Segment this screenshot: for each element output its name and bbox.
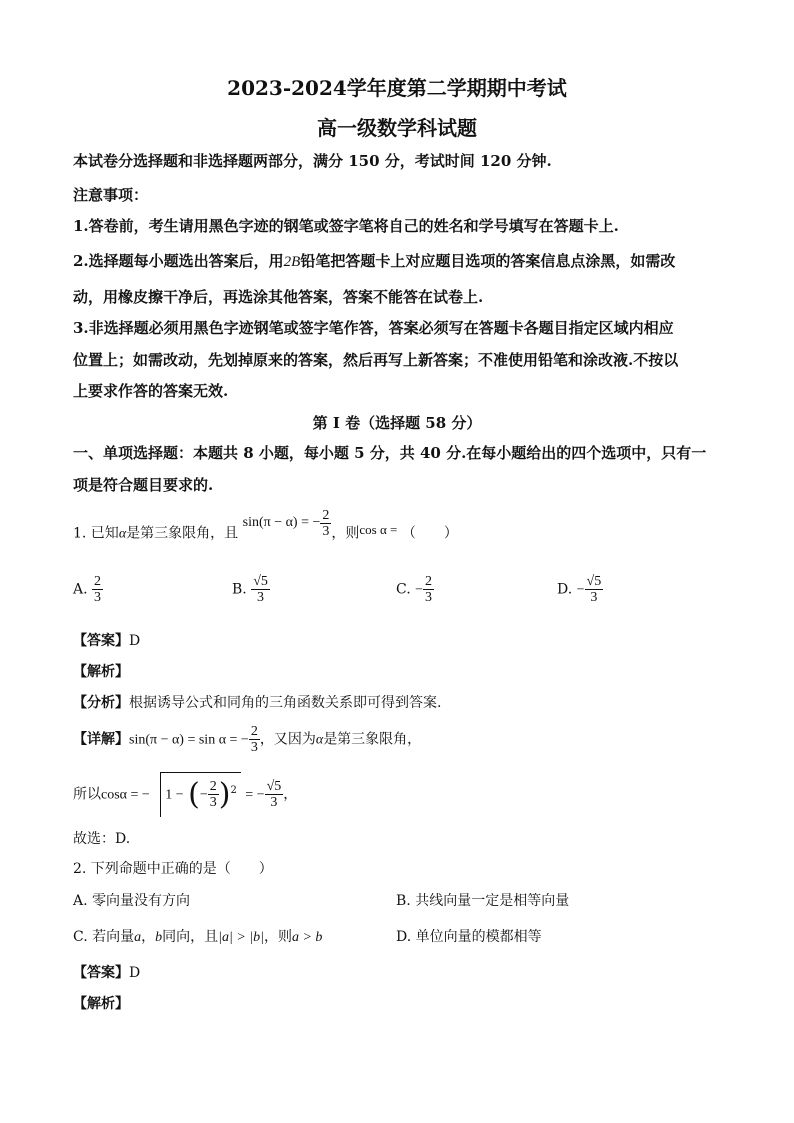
q1-conclusion: 故选：D. bbox=[73, 831, 131, 847]
q1-analysis-tag: 【解析】 bbox=[73, 664, 129, 680]
notice-item-1: 1.答卷前，考生请用黑色字迹的钢笔或签字笔将自己的姓名和学号填写在答题卡上. bbox=[73, 217, 619, 235]
sqrt-symbol: 1 − (− $\frac{2}{3}$ )$^2$ bbox=[160, 772, 241, 817]
q1-option-b[interactable]: B. $\frac{√5}{3}$ bbox=[232, 574, 268, 605]
notice-item-3-cont: 位置上；如需改动，先划掉原来的答案，然后再写上新答案；不准使用铅笔和涂改液.不按以 bbox=[73, 351, 679, 369]
q1-answer: 【答案】D bbox=[73, 633, 141, 649]
q1-option-a[interactable]: A. $\frac{2}{3}$ bbox=[73, 574, 102, 605]
q1-fenxi: 【分析】根据诱导公式和同角的三角函数关系即可得到答案. bbox=[73, 695, 442, 711]
section-desc: 一、单项选择题：本题共 8 小题，每小题 5 分，共 40 分.在每小题给出的四个选项中，只有一 bbox=[73, 444, 707, 462]
section-heading: 第 I 卷（选择题 58 分） bbox=[312, 414, 482, 432]
q1-xiangjie: 【详解】sin(π − α) = sin α = − $\frac{2}{3}$ ，又因为α是第三象限角， bbox=[73, 724, 422, 755]
notice-item-3: 3.非选择题必须用黑色字迹钢笔或签字笔作答，答案必须写在答题卡各题目指定区域内相应 bbox=[73, 319, 674, 337]
notice-item-2: 2.选择题每小题选出答案后，用2B铅笔把答题卡上对应题目选项的答案信息点涂黑，如需改 bbox=[73, 252, 676, 270]
q1-option-c[interactable]: C. − $\frac{2}{3}$ bbox=[396, 574, 433, 605]
q1-derivation: 所以cosα = − 1 − (− $\frac{2}{3}$ )$^2$ = − $\frac{√5}{3}$ ， bbox=[73, 772, 297, 817]
q2-answer: 【答案】D bbox=[73, 965, 141, 981]
notice-item-3-end: 上要求作答的答案无效. bbox=[73, 382, 229, 400]
section-desc-cont: 项是符合题目要求的. bbox=[73, 476, 214, 494]
question-2-stem: 2. 下列命题中正确的是（ ） bbox=[73, 861, 273, 877]
notice-heading: 注意事项： bbox=[73, 186, 149, 204]
q2-option-d[interactable]: D. 单位向量的模都相等 bbox=[396, 929, 542, 945]
q2-option-c[interactable]: C. 若向量a，b同向，且|a| > |b|，则a > b bbox=[73, 929, 323, 945]
q2-option-b[interactable]: B. 共线向量一定是相等向量 bbox=[396, 893, 570, 909]
exam-subtitle: 高一级数学科试题 bbox=[317, 116, 477, 140]
q2-analysis-tag: 【解析】 bbox=[73, 996, 129, 1012]
q1-option-d[interactable]: D. − $\frac{√5}{3}$ bbox=[557, 574, 602, 605]
q2-option-a[interactable]: A. 零向量没有方向 bbox=[73, 893, 191, 909]
notice-item-2-cont: 动，用橡皮擦干净后，再选涂其他答案，答案不能答在试卷上. bbox=[73, 288, 484, 306]
exam-title: 2023-2024学年度第二学期期中考试 bbox=[227, 76, 567, 100]
intro-line: 本试卷分选择题和非选择题两部分，满分 150 分，考试时间 120 分钟. bbox=[73, 152, 552, 170]
question-1-stem: 1. 已知α是第三象限角，且 sin(π − α) = − $\frac{2}{3}$ ，则cos α = （ ） bbox=[73, 508, 458, 542]
